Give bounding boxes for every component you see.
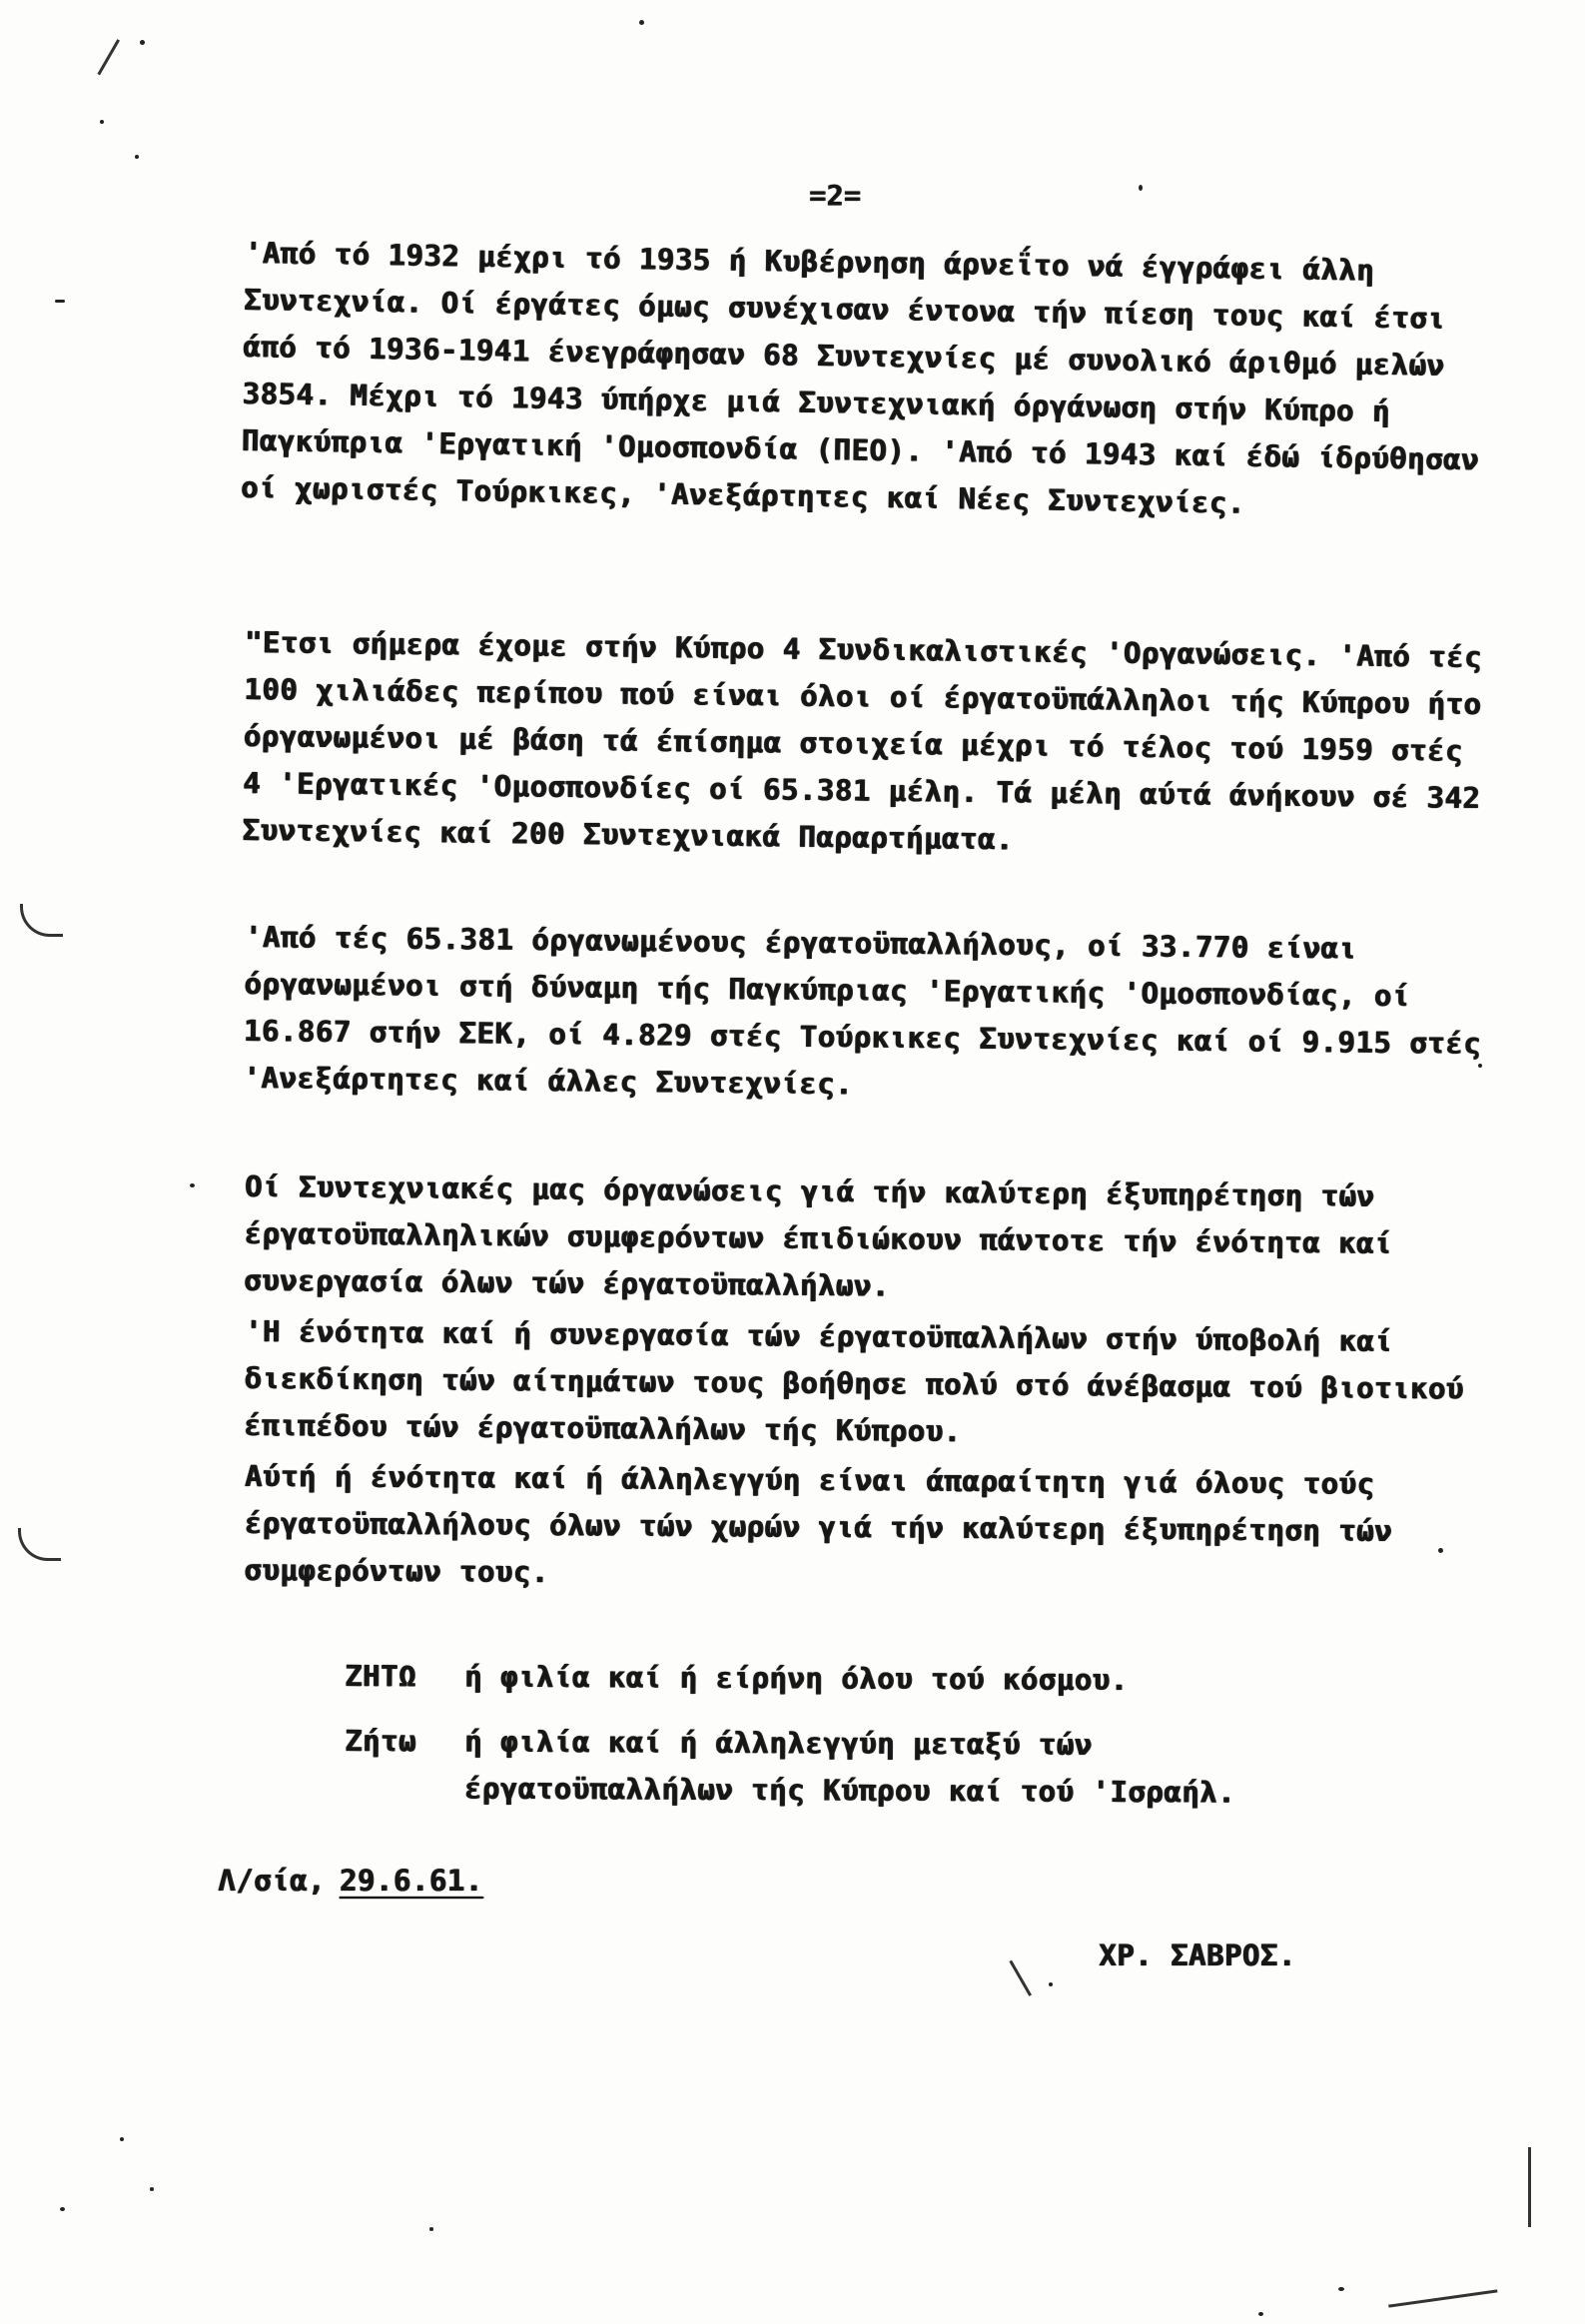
scan-mark (1009, 1958, 1034, 1996)
scan-speck (120, 2137, 124, 2141)
scan-speck (150, 2187, 154, 2191)
scan-speck (1478, 1064, 1482, 1068)
page-number: =2= (809, 179, 862, 212)
scan-mark (18, 1528, 61, 1561)
scan-speck (639, 20, 644, 25)
scan-speck (100, 120, 104, 124)
scan-mark (1528, 2147, 1534, 2227)
scan-speck (60, 2207, 65, 2211)
paragraph-4: Οί Συντεχνιακές μας όργανώσεις γιά τήν καλύτερη έξυπηρέτηση τών έργατοϋπαλληλικών συμφερόντων έπιδιώκουν πάντοτε τήν ένότητα καί συνεργασία όλων τών έργατοϋπαλλήλων. (243, 1168, 1410, 1303)
scan-speck (1139, 185, 1143, 191)
scan-mark (1388, 2289, 1498, 2310)
date-label: Λ/σία, (218, 1864, 326, 1898)
date-value: 29.6.61. (339, 1864, 483, 1898)
date-line (218, 1858, 482, 1905)
paragraph-1: 'Από τό 1932 μέχρι τό 1935 ή Κυβέρνηση άρνεΐτο νά έγγράφει άλλη Συντεχνία. Οί έργάτες όμως συνέχισαν έντονα τήν πίεση τους καί έτσι άπό τό 1936-1941 ένεγράφησαν 68 Συντεχνίες μέ συνολικό άριθμό μελών 3854. Μέχρι τό 1943 ύπήρχε μιά Συντεχνιακή όργάνωση στήν Κύπρο ή Παγκύπρια 'Εργατική 'Ομοσπονδία (ΠΕΟ). 'Από τό 1943 καί έδώ ίδρύθησαν οί χωριστές Τούρκικες, 'Ανεξάρτητες καί Νέες Συντεχνίες. (240, 235, 1497, 520)
paragraph-2: "Ετσι σήμερα έχομε στήν Κύπρο 4 Συνδικαλιστικές 'Οργανώσεις. 'Από τές 100 χιλιάδες περίπου πού είναι όλοι οί έργατοϋπάλληλοι τής Κύπρου ήτο όργανωμένοι μέ βάση τά έπίσημα στοιχεία μέχρι τό τέλος τού 1959 στές 4 'Εργατικές 'Ομοσπονδίες οί 65.381 μέλη. Τά μέλη αύτά άνήκουν σέ 342 Συντεχνίες καί 200 Συντεχνιακά Παραρτήματα. (242, 624, 1501, 857)
scan-speck (429, 2227, 433, 2231)
salutation-text: ή φιλία καί ή άλληλεγγύη μεταξύ τών έργατοϋπαλλήλων τής Κύπρου καί τού 'Ισραήλ. (463, 1724, 1235, 1810)
scan-speck (1438, 1548, 1443, 1553)
signature: ΧΡ. ΣΑΒΡΟΣ. (1099, 1938, 1296, 1972)
paragraph-5: 'Η ένότητα καί ή συνεργασία τών έργατοϋπαλλήλων στήν ύποβολή καί διεκδίκηση τών αίτημάτων τους βοήθησε πολύ στό άνέβασμα τού βιοτικού έπιπέδου τών έργατοϋπαλλήλων τής Κύπρου. (243, 1313, 1482, 1449)
salutation-1 (345, 1653, 1363, 1705)
scan-mark (97, 39, 122, 77)
scan-speck (55, 300, 65, 303)
salutation-2 (345, 1718, 1363, 1817)
scan-speck (1338, 2287, 1344, 2291)
scan-mark (20, 904, 63, 937)
salutation-text: ή φιλία καί ή είρήνη όλου τού κόσμου. (463, 1659, 1129, 1698)
paragraph-6: Αύτή ή ένότητα καί ή άλληλεγγύη είναι άπαραίτητη γιά όλους τούς έργατοϋπαλλήλους όλων τών χωρών γιά τήν καλύτερη έξυπηρέτηση τών συμφερόντων τους. (244, 1458, 1410, 1590)
scan-speck (1258, 2312, 1263, 2316)
salutation-lead: ΖΗΤΩ (344, 1658, 416, 1694)
scan-speck (190, 1183, 195, 1187)
paragraph-3: 'Από τές 65.381 όργανωμένους έργατοϋπαλλήλους, οί 33.770 είναι όργανωμένοι στή δύναμη τής Παγκύπριας 'Εργατικής 'Ομοσπονδίας, οί 16.867 στήν ΣΕΚ, οί 4.829 στές Τούρκικες Συντεχνίες καί οί 9.915 στές 'Ανεξάρτητες καί άλλες Συντεχνίες. (243, 919, 1500, 1102)
scan-speck (135, 155, 139, 159)
scan-speck (140, 40, 145, 45)
salutation-lead: Ζήτω (344, 1723, 416, 1759)
scan-speck (1049, 1982, 1053, 1986)
